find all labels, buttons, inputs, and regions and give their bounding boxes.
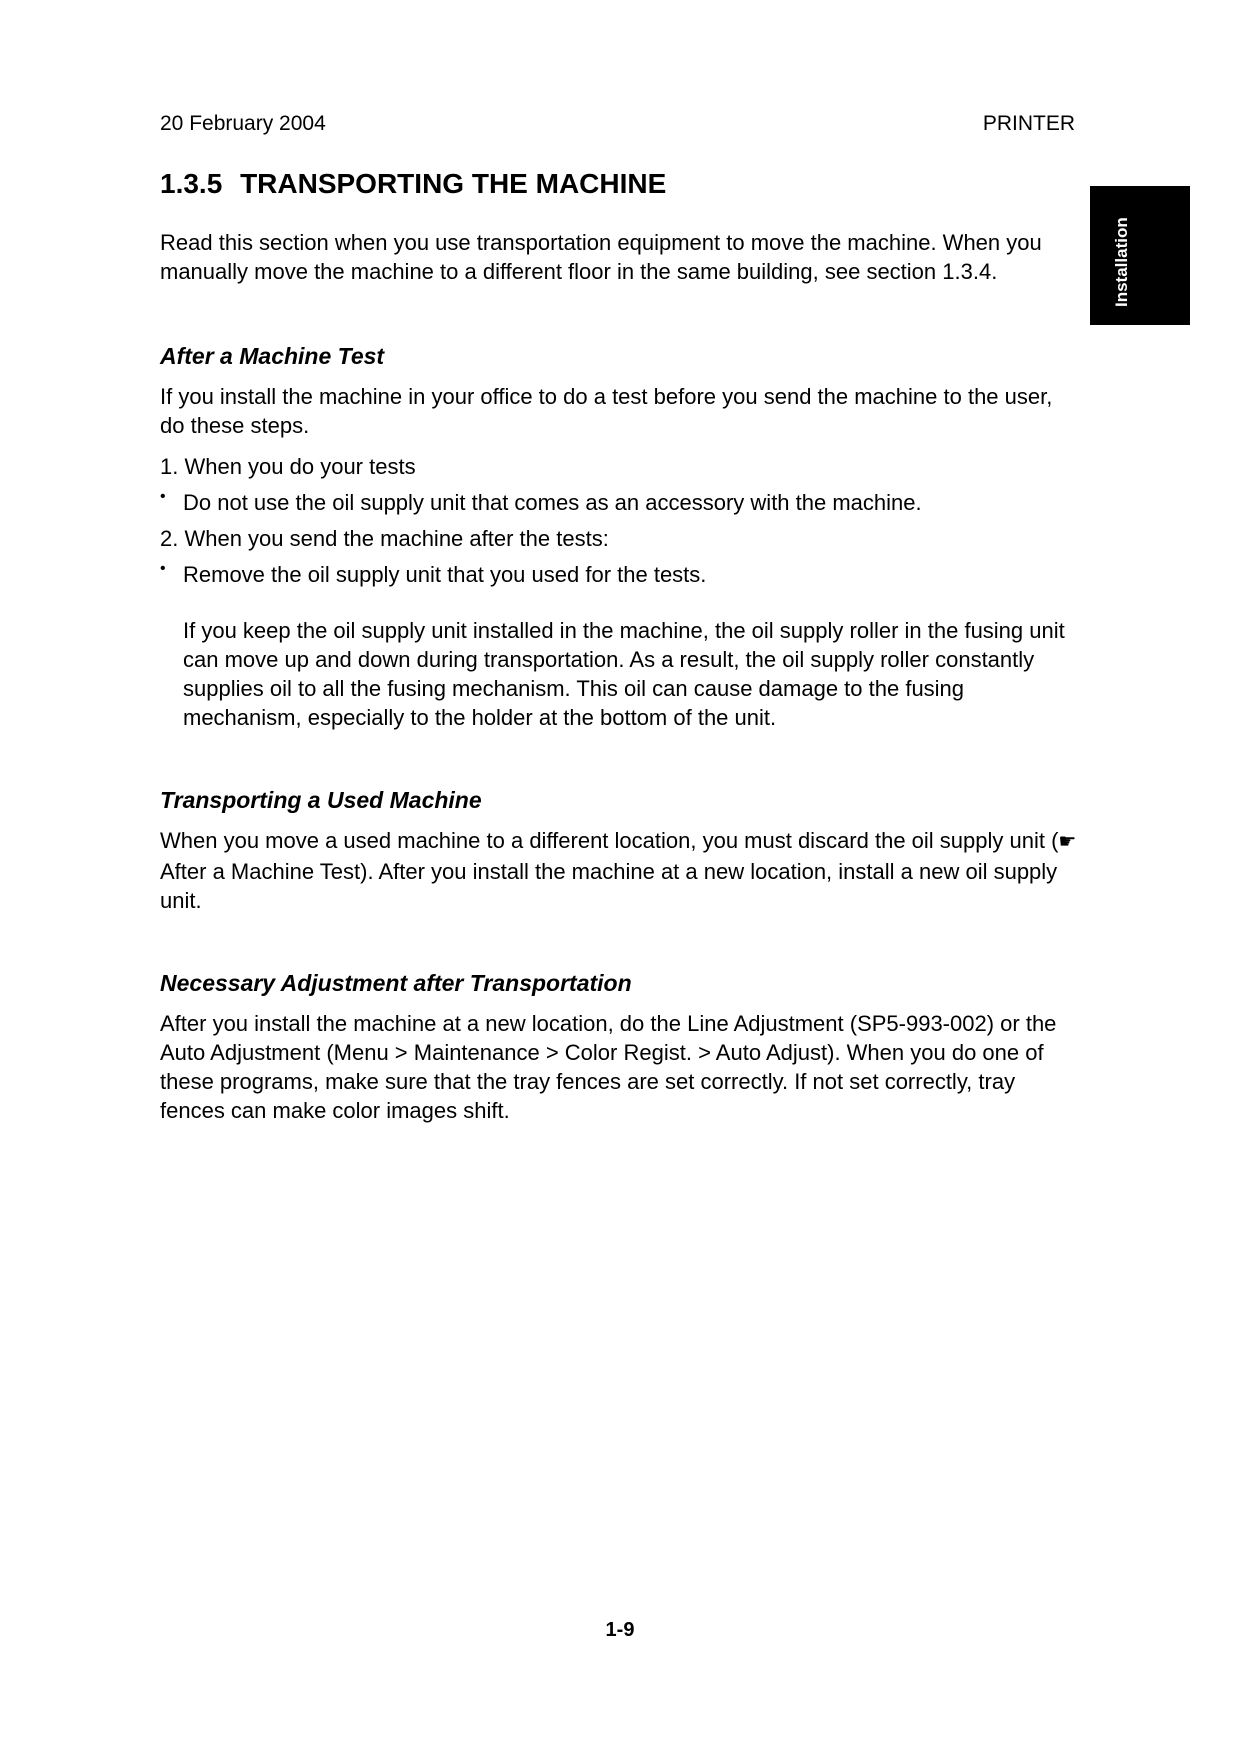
bullet-1-text: Do not use the oil supply unit that comes as an accessory with the machine.	[183, 490, 922, 515]
subheading-after-test: After a Machine Test	[160, 343, 385, 369]
section-number: 1.3.5	[160, 168, 223, 199]
page-number: 1-9	[605, 1619, 635, 1641]
page-content	[160, 166, 1080, 1125]
bullet-1	[160, 488, 1080, 517]
used-machine-text-after: After a Machine Test). After you install the machine at a new location, install a new oil supply unit.	[160, 859, 1058, 913]
used-machine-paragraph	[160, 826, 1080, 915]
section-title-text: TRANSPORTING THE MACHINE	[240, 168, 667, 199]
bullet-2-text: Remove the oil supply unit that you used for the tests.	[183, 562, 707, 587]
pointing-hand-icon: ☛	[1058, 831, 1077, 853]
bullet-icon: •	[160, 560, 166, 577]
step-2: 2. When you send the machine after the tests:	[160, 526, 609, 551]
subheading-used-machine: Transporting a Used Machine	[160, 787, 482, 813]
after-test-paragraph: If you install the machine in your office to do a test before you send the machine to the user, do these steps.	[160, 384, 1053, 438]
step-1: 1. When you do your tests	[160, 454, 416, 479]
bullet-icon: •	[160, 488, 166, 505]
adjustment-paragraph: After you install the machine at a new location, do the Line Adjustment (SP5-993-002) or the Auto Adjustment (Menu > Maintenance > Color Regist. > Auto Adjust). When you do one of these programs, make sure that the tray fences are set correctly. If not set correctly, tray fences can make color images shift.	[160, 1011, 1057, 1123]
after-test-note: If you keep the oil supply unit installed in the machine, the oil supply roller in the fusing unit can move up and down during transportation. As a result, the oil supply roller constantly supplies oil to all the fusing mechanism. This oil can cause damage to the fusing mechanism, especially to the holder at the bottom of the unit.	[183, 618, 1065, 730]
side-tab-label: Installation	[1112, 217, 1131, 307]
header-date: 20 February 2004	[160, 112, 326, 135]
header-section: PRINTER	[982, 112, 1075, 135]
side-tab	[1090, 186, 1190, 325]
section-intro: Read this section when you use transportation equipment to move the machine. When you manually move the machine to a different floor in the same building, see section 1.3.4.	[160, 230, 1042, 284]
subheading-adjustment: Necessary Adjustment after Transportation	[160, 970, 632, 996]
section-title	[160, 166, 1080, 202]
used-machine-text-before: When you move a used machine to a different location, you must discard the oil supply unit (	[160, 828, 1059, 853]
bullet-2	[160, 560, 1080, 589]
